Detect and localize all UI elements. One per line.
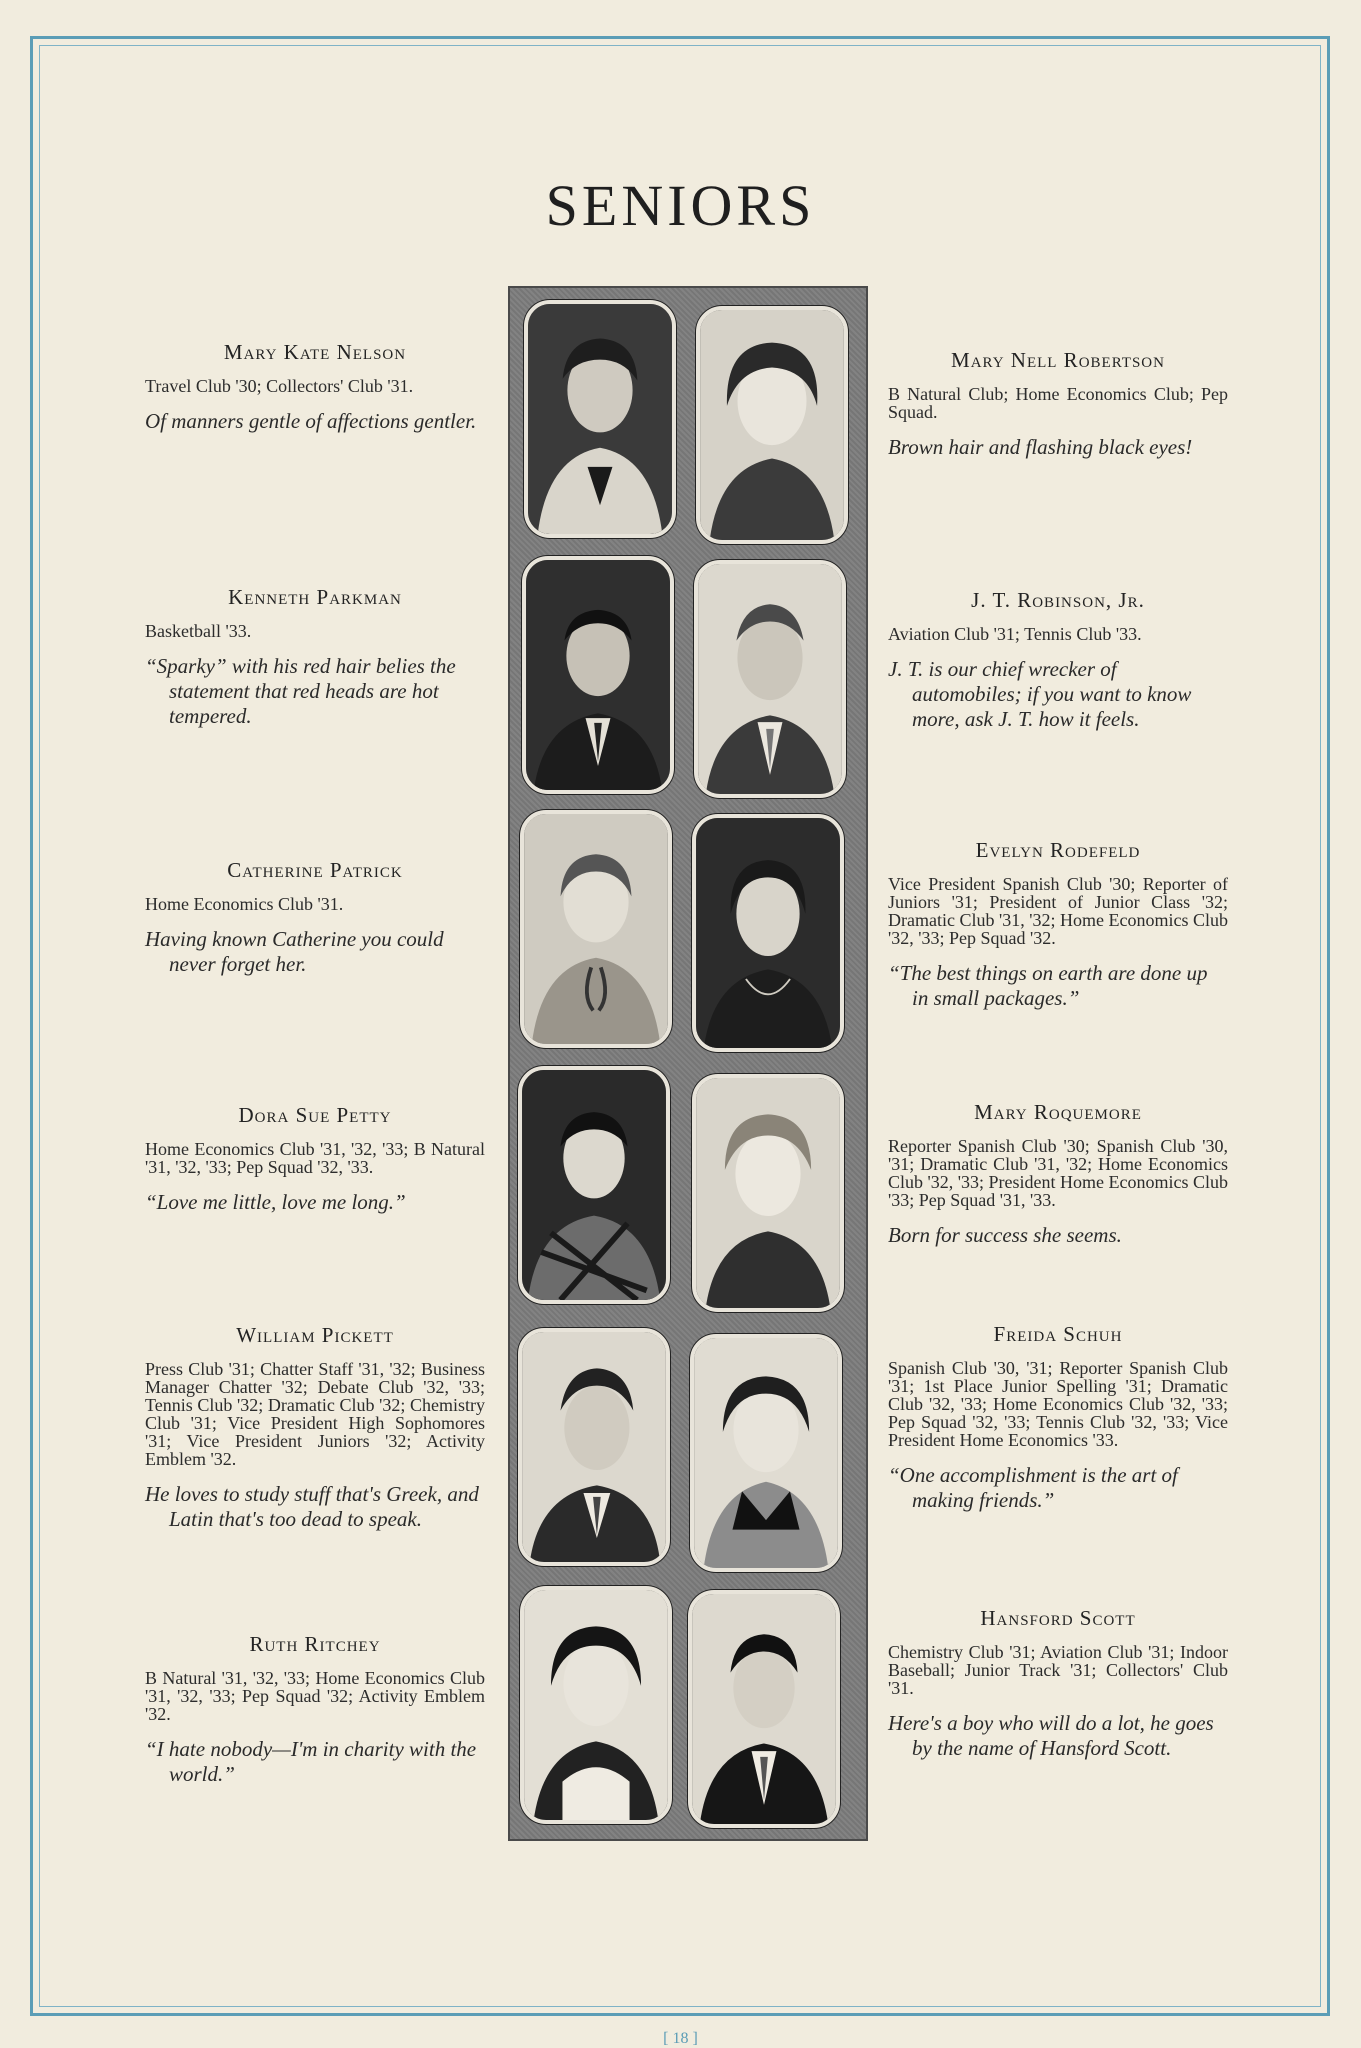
portrait-photo: [520, 810, 672, 1048]
senior-entry-freida-schuh: [888, 1322, 1228, 1513]
senior-entry-mary-nell-robertson: [888, 348, 1228, 460]
senior-entry-ruth-ritchey: [145, 1632, 485, 1787]
senior-name: Ruth Ritchey: [249, 1632, 381, 1656]
senior-quote: Brown hair and flashing black eyes!: [888, 435, 1193, 459]
senior-activities: Spanish Club '30, '31; Reporter Spanish Club '31; 1st Place Junior Spelling '31; Dramatic Club '32, '33; Home Economics Club '32, '33; Pep Squad '32, '33; Tennis Club '32, '33; Vice President Home Economics '33.: [888, 1358, 1228, 1450]
portrait-silhouette-icon: [522, 1332, 666, 1562]
portrait-silhouette-icon: [526, 560, 670, 790]
senior-entry-dora-sue-petty: [145, 1103, 485, 1215]
senior-name: Mary Kate Nelson: [223, 340, 407, 364]
portrait-photo: [690, 1334, 842, 1572]
portrait-photo: [524, 300, 676, 538]
senior-quote: J. T. is our chief wrecker of automobiles; if you want to know more, ask J. T. how it feels.: [888, 657, 1192, 731]
senior-activities: B Natural '31, '32, '33; Home Economics Club '31, '32, '33; Pep Squad '32; Activity Emblem '32.: [145, 1668, 485, 1724]
portrait-photo: [522, 556, 674, 794]
senior-name: Freida Schuh: [993, 1322, 1123, 1346]
senior-activities: Home Economics Club '31, '32, '33; B Natural '31, '32, '33; Pep Squad '32, '33.: [145, 1139, 485, 1177]
senior-quote: “Sparky” with his red hair belies the statement that red heads are hot tempered.: [145, 654, 456, 728]
portrait-silhouette-icon: [696, 818, 840, 1048]
senior-name: J. T. Robinson, Jr.: [971, 588, 1145, 612]
portrait-photo: [688, 1590, 840, 1828]
portrait-silhouette-icon: [522, 1070, 666, 1300]
senior-quote: Having known Catherine you could never forget her.: [145, 927, 444, 976]
senior-quote: Born for success she seems.: [888, 1223, 1122, 1247]
senior-activities: Travel Club '30; Collectors' Club '31.: [145, 376, 414, 396]
portrait-photo: [520, 1586, 672, 1824]
senior-quote: “I hate nobody—I'm in charity with the world.”: [145, 1737, 477, 1786]
senior-activities: Reporter Spanish Club '30; Spanish Club '30, '31; Dramatic Club '31, '32; Home Economics Club '32, '33; President Home Economics Club '33; Pep Squad '31, '33.: [888, 1136, 1228, 1210]
senior-entry-mary-roquemore: [888, 1100, 1228, 1248]
senior-activities: Aviation Club '31; Tennis Club '33.: [888, 624, 1142, 644]
portrait-photo: [692, 814, 844, 1052]
senior-quote: “Love me little, love me long.”: [145, 1190, 406, 1214]
senior-name: Hansford Scott: [980, 1606, 1136, 1630]
portrait-silhouette-icon: [524, 814, 668, 1044]
senior-activities: Basketball '33.: [145, 621, 252, 641]
senior-name: Catherine Patrick: [227, 858, 403, 882]
senior-entry-jt-robinson-jr: [888, 588, 1228, 732]
portrait-silhouette-icon: [700, 310, 844, 540]
senior-quote: “One accomplishment is the art of making friends.”: [888, 1463, 1178, 1512]
portrait-photo: [518, 1066, 670, 1304]
senior-name: William Pickett: [236, 1323, 394, 1347]
portrait-silhouette-icon: [524, 1590, 668, 1820]
senior-name: Dora Sue Petty: [238, 1103, 392, 1127]
senior-activities: Home Economics Club '31.: [145, 894, 344, 914]
senior-name: Mary Nell Robertson: [951, 348, 1165, 372]
portrait-silhouette-icon: [692, 1594, 836, 1824]
senior-activities: Press Club '31; Chatter Staff '31, '32; Business Manager Chatter '32; Debate Club '32, '33; Tennis Club '32; Dramatic Club '32; Chemistry Club '31; Vice President High Sophomores '31; Vice President Juniors '32; Activity Emblem '32.: [145, 1359, 485, 1469]
senior-entry-hansford-scott: [888, 1606, 1228, 1761]
senior-activities: B Natural Club; Home Economics Club; Pep Squad.: [888, 384, 1228, 422]
senior-name: Mary Roquemore: [974, 1100, 1142, 1124]
senior-quote: Here's a boy who will do a lot, he goes by the name of Hansford Scott.: [888, 1711, 1214, 1760]
photo-strip: [508, 286, 868, 1841]
portrait-silhouette-icon: [696, 1078, 840, 1308]
senior-entry-kenneth-parkman: [145, 585, 485, 729]
portrait-photo: [518, 1328, 670, 1566]
portrait-silhouette-icon: [694, 1338, 838, 1568]
senior-name: Evelyn Rodefeld: [975, 838, 1141, 862]
senior-name: Kenneth Parkman: [228, 585, 402, 609]
page-title: SENIORS: [545, 173, 816, 238]
portrait-silhouette-icon: [698, 564, 842, 794]
portrait-photo: [696, 306, 848, 544]
senior-entry-evelyn-rodefeld: [888, 838, 1228, 1011]
senior-quote: Of manners gentle of affections gentler.: [145, 409, 477, 433]
portrait-photo: [692, 1074, 844, 1312]
senior-activities: Vice President Spanish Club '30; Reporter of Juniors '31; President of Junior Class '32; Dramatic Club '31, '32; Home Economics Club '32, '33; Pep Squad '32.: [888, 874, 1228, 948]
senior-quote: He loves to study stuff that's Greek, and Latin that's too dead to speak.: [145, 1482, 479, 1531]
page-number: [ 18 ]: [663, 2030, 698, 2047]
senior-entry-mary-kate-nelson: [145, 340, 485, 434]
portrait-photo: [694, 560, 846, 798]
senior-activities: Chemistry Club '31; Aviation Club '31; Indoor Baseball; Junior Track '31; Collectors' Club '31.: [888, 1642, 1228, 1698]
senior-entry-william-pickett: [145, 1323, 485, 1532]
senior-entry-catherine-patrick: [145, 858, 485, 977]
senior-quote: “The best things on earth are done up in small packages.”: [888, 961, 1208, 1010]
portrait-silhouette-icon: [528, 304, 672, 534]
